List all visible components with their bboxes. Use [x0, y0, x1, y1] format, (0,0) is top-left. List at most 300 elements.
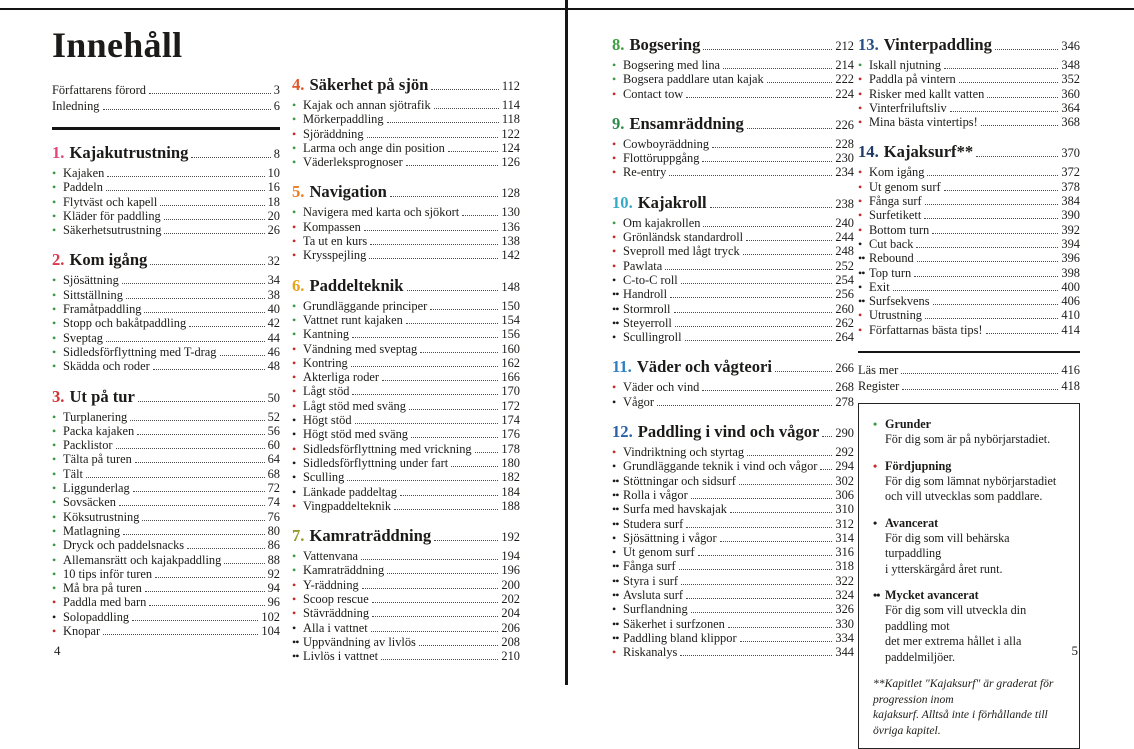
- entry-page: 352: [1061, 72, 1080, 87]
- entry-label: Högt stöd: [303, 413, 352, 428]
- toc-entry: [858, 266, 1080, 280]
- dot-leader: [123, 524, 264, 535]
- entry-page: 102: [261, 609, 280, 624]
- entry-page: 136: [501, 219, 520, 234]
- chapter-title: Bogsering: [629, 35, 701, 54]
- toc-entry: [292, 427, 520, 441]
- dot-leader: [670, 287, 832, 298]
- toc-entry: [612, 58, 854, 72]
- entry-label: Rebound: [869, 251, 914, 266]
- chapter-title: Navigation: [309, 182, 387, 202]
- toc-entry: [612, 574, 854, 588]
- legend-description-line: För dig som vill behärska turpaddling: [885, 530, 1010, 561]
- entry-label: Scullingroll: [623, 330, 682, 345]
- toc-entry: [612, 244, 854, 258]
- entry-page: 44: [267, 330, 280, 345]
- chapter-title: Säkerhet på sjön: [309, 75, 429, 94]
- toc-entry: [52, 524, 280, 538]
- entry-label: Paddling bland klippor: [623, 630, 737, 645]
- double-bullet-icon: ••: [612, 630, 619, 645]
- entry-label: Alla i vattnet: [303, 620, 368, 635]
- toc-entry: [858, 237, 1080, 251]
- toc-entry: [292, 413, 520, 427]
- bullet-icon: •: [292, 140, 296, 155]
- dot-leader: [675, 316, 833, 327]
- dot-leader: [164, 223, 264, 234]
- toc-entry: [612, 230, 854, 244]
- entry-page: 3: [273, 83, 280, 97]
- back-matter-divider: [858, 351, 1080, 353]
- entry-label: Stormroll: [623, 301, 671, 316]
- entry-label: Sidledsförflyttning med T-drag: [63, 344, 217, 359]
- dot-leader: [135, 452, 265, 463]
- dot-leader: [133, 481, 265, 492]
- dot-leader: [126, 288, 265, 299]
- entry-page: 334: [835, 630, 854, 645]
- bullet-icon: •: [292, 312, 296, 327]
- chapter-page: 370: [1061, 146, 1080, 161]
- entry-label: Allemansrätt och kajakpaddling: [63, 552, 222, 567]
- toc-entry: [52, 82, 280, 98]
- dot-leader: [902, 379, 1058, 390]
- entry-label: Grundläggande teknik i vind och vågor: [623, 459, 818, 474]
- bullet-icon: •: [292, 577, 296, 592]
- entry-label: Fånga surf: [869, 194, 922, 209]
- entry-label: Sveptag: [63, 330, 103, 345]
- toc-entry: [612, 631, 854, 645]
- entry-page: 294: [835, 459, 854, 474]
- dot-leader: [153, 359, 265, 370]
- toc-entry: [612, 87, 854, 101]
- entry-page: 182: [501, 470, 520, 485]
- toc-entry: [612, 302, 854, 316]
- dot-leader: [106, 331, 265, 342]
- toc-entry: [292, 499, 520, 513]
- back-matter-list: [858, 362, 1080, 394]
- bullet-icon: •: [612, 86, 616, 101]
- entry-page: 312: [835, 516, 854, 531]
- bullet-icon: •: [612, 136, 616, 151]
- entry-page: 18: [267, 194, 280, 209]
- entry-page: 316: [835, 545, 854, 560]
- bullet-icon: •: [52, 481, 56, 496]
- entry-label: Riskanalys: [623, 645, 678, 660]
- entry-page: 208: [501, 634, 520, 649]
- entry-label: Surflandning: [623, 602, 688, 617]
- legend-entry: [873, 459, 1065, 505]
- entry-page: 154: [501, 312, 520, 327]
- toc-entry: [612, 474, 854, 488]
- bullet-icon: •: [52, 330, 56, 345]
- entry-label: Sculling: [303, 470, 345, 485]
- legend-description-line: och vill utvecklas som paddlare.: [885, 489, 1043, 504]
- chapter-number: 5.: [292, 182, 305, 202]
- bullet-icon: •: [612, 165, 616, 180]
- entry-label: Kläder för paddling: [63, 208, 161, 223]
- entry-page: 38: [267, 287, 280, 302]
- entry-page: 150: [501, 298, 520, 313]
- dot-leader: [950, 101, 1059, 112]
- dot-leader: [712, 137, 832, 148]
- bullet-icon: •: [292, 455, 296, 470]
- dot-leader: [369, 248, 498, 259]
- toc-entry: [292, 621, 520, 635]
- dot-leader: [901, 363, 1058, 374]
- legend-description-line: i ytterskärgård året runt.: [885, 561, 1003, 576]
- front-matter-divider: [52, 127, 280, 130]
- entry-label: Navigera med karta och sjökort: [303, 205, 460, 220]
- toc-entry: [858, 294, 1080, 308]
- double-bullet-icon: ••: [292, 634, 299, 649]
- dot-leader: [747, 445, 832, 456]
- chapter-heading: [292, 182, 520, 202]
- entry-page: 96: [267, 595, 280, 610]
- bullet-icon: •: [858, 115, 862, 130]
- legend-footnote-line: **Kapitlet "Kajaksurf" är graderat för progression inom: [873, 677, 1054, 706]
- left-page-column-2: [292, 62, 520, 664]
- entry-page: 248: [835, 244, 854, 259]
- entry-label: Vattnet runt kajaken: [303, 312, 403, 327]
- chapter-page: 290: [835, 426, 854, 441]
- bullet-icon: •: [292, 298, 296, 313]
- right-page-column-2: [858, 22, 1080, 749]
- entry-label: Bottom turn: [869, 222, 930, 237]
- bullet-icon: •: [52, 609, 56, 624]
- dot-leader: [387, 563, 498, 574]
- legend-title-text: Grunder: [885, 417, 932, 432]
- bullet-icon: •: [292, 413, 296, 428]
- double-bullet-icon: ••: [873, 588, 880, 603]
- dot-leader: [933, 294, 1059, 305]
- toc-entry: [292, 356, 520, 370]
- entry-label: Larma och ange din position: [303, 140, 445, 155]
- bullet-icon: •: [873, 417, 877, 432]
- entry-label: Säkerhetsutrustning: [63, 223, 162, 238]
- dot-leader: [740, 631, 833, 642]
- legend-entry: [873, 516, 1065, 578]
- chapter-page: 238: [835, 196, 854, 211]
- dot-leader: [189, 316, 264, 327]
- dot-leader: [820, 459, 832, 470]
- dot-leader: [686, 588, 832, 599]
- dot-leader: [932, 223, 1058, 234]
- chapter-heading: [612, 422, 854, 442]
- entry-label: Paddeln: [63, 180, 103, 195]
- entry-label: Studera surf: [623, 516, 684, 531]
- entry-page: 364: [1061, 100, 1080, 115]
- toc-entry: [52, 481, 280, 495]
- entry-label: Väderleksprognoser: [303, 155, 403, 170]
- dot-leader: [406, 313, 499, 324]
- toc-entry: [52, 553, 280, 567]
- bullet-icon: •: [292, 498, 296, 513]
- entry-page: 210: [501, 649, 520, 664]
- entry-label: Krysspejling: [303, 248, 367, 263]
- entry-label: Säkerhet i surfzonen: [623, 616, 725, 631]
- entry-page: 394: [1061, 236, 1080, 251]
- dot-leader: [387, 112, 499, 123]
- right-page-column-1: [612, 22, 854, 660]
- toc-entry: [858, 58, 1080, 72]
- entry-page: 194: [501, 549, 520, 564]
- dot-leader: [187, 538, 264, 549]
- entry-page: 88: [267, 552, 280, 567]
- toc-entry: [858, 208, 1080, 222]
- dot-leader: [372, 592, 499, 603]
- dot-leader: [352, 327, 498, 338]
- dot-leader: [679, 559, 833, 570]
- bullet-icon: •: [52, 595, 56, 610]
- entry-page: 344: [835, 645, 854, 660]
- entry-page: 40: [267, 302, 280, 317]
- entry-label: Surfetikett: [869, 208, 922, 223]
- dot-leader: [407, 280, 499, 291]
- entry-label: Turplanering: [63, 409, 128, 424]
- entry-label: Avsluta surf: [623, 588, 683, 603]
- dot-leader: [739, 474, 833, 485]
- dot-leader: [674, 302, 833, 313]
- entry-label: Y-räddning: [303, 577, 359, 592]
- entry-page: 124: [501, 140, 520, 155]
- toc-entry: [292, 606, 520, 620]
- dot-leader: [142, 510, 264, 521]
- bullet-icon: •: [292, 205, 296, 220]
- dot-leader: [917, 251, 1059, 262]
- entry-label: Sidledsförflyttning under fart: [303, 455, 449, 470]
- toc-entry: [858, 378, 1080, 394]
- bullet-icon: •: [858, 194, 862, 209]
- dot-leader: [767, 72, 833, 83]
- entry-label: Länkade paddeltag: [303, 484, 397, 499]
- toc-entry: [612, 517, 854, 531]
- entry-page: 278: [835, 394, 854, 409]
- entry-page: 310: [835, 502, 854, 517]
- dot-leader: [431, 79, 498, 90]
- entry-label: Fånga surf: [623, 559, 676, 574]
- dot-leader: [394, 499, 498, 510]
- bullet-icon: •: [858, 308, 862, 323]
- entry-label: Pawlata: [623, 258, 663, 273]
- double-bullet-icon: ••: [292, 649, 299, 664]
- bullet-icon: •: [612, 645, 616, 660]
- bullet-icon: •: [858, 236, 862, 251]
- dot-leader: [657, 395, 832, 406]
- entry-page: 224: [835, 86, 854, 101]
- entry-page: 174: [501, 413, 520, 428]
- difficulty-legend-box: [858, 403, 1080, 749]
- entry-label: Akterliga roder: [303, 370, 380, 385]
- entry-page: 176: [501, 427, 520, 442]
- entry-label: Ta ut en kurs: [303, 234, 368, 249]
- dot-leader: [220, 345, 265, 356]
- double-bullet-icon: ••: [858, 251, 865, 266]
- bullet-icon: •: [612, 545, 616, 560]
- toc-entry: [52, 424, 280, 438]
- toc-entry: [52, 166, 280, 180]
- bullet-icon: •: [292, 484, 296, 499]
- dot-leader: [944, 180, 1059, 191]
- dot-leader: [361, 549, 498, 560]
- entry-label: Top turn: [869, 265, 912, 280]
- chapter-number: 6.: [292, 275, 305, 295]
- bullet-icon: •: [612, 230, 616, 245]
- entry-page: 60: [267, 438, 280, 453]
- entry-page: 184: [501, 484, 520, 499]
- entry-label: Rolla i vågor: [623, 487, 688, 502]
- dot-leader: [419, 635, 499, 646]
- bullet-icon: •: [858, 179, 862, 194]
- entry-page: 202: [501, 592, 520, 607]
- entry-label: Sjösättning i vågor: [623, 530, 717, 545]
- bullet-icon: •: [52, 538, 56, 553]
- entry-label: Sittställning: [63, 287, 123, 302]
- bullet-icon: •: [52, 344, 56, 359]
- dot-leader: [352, 384, 498, 395]
- entry-page: 302: [835, 473, 854, 488]
- toc-entry: [612, 395, 854, 409]
- entry-page: 230: [835, 151, 854, 166]
- dot-leader: [959, 72, 1059, 83]
- entry-label: Styra i surf: [623, 573, 679, 588]
- bullet-icon: •: [52, 223, 56, 238]
- legend-entry: [873, 417, 1065, 448]
- legend-title-text: Mycket avancerat: [885, 588, 979, 603]
- entry-label: Steyerroll: [623, 315, 672, 330]
- entry-page: 240: [835, 215, 854, 230]
- entry-label: Kompassen: [303, 219, 361, 234]
- entry-label: Kantning: [303, 327, 350, 342]
- entry-label: Vattenvana: [303, 549, 359, 564]
- entry-page: 326: [835, 602, 854, 617]
- chapters-1-3: [52, 143, 280, 638]
- entry-label: Mörkerpaddling: [303, 112, 384, 127]
- bullet-icon: •: [292, 441, 296, 456]
- legend-entry-title: [873, 516, 1065, 531]
- bullet-icon: •: [858, 58, 862, 72]
- toc-entry: [52, 345, 280, 359]
- entry-page: 204: [501, 606, 520, 621]
- entry-page: 20: [267, 208, 280, 223]
- chapter-heading: [52, 250, 280, 270]
- dot-leader: [355, 413, 499, 424]
- dot-leader: [702, 151, 832, 162]
- toc-title: Innehåll: [52, 25, 183, 65]
- entry-label: Köksutrustning: [63, 509, 140, 524]
- entry-page: 200: [501, 577, 520, 592]
- dot-leader: [916, 237, 1058, 248]
- toc-entry: [612, 216, 854, 230]
- bullet-icon: •: [292, 606, 296, 621]
- bullet-icon: •: [612, 244, 616, 259]
- dot-leader: [434, 98, 499, 109]
- dot-leader: [462, 205, 498, 216]
- entry-page: 114: [501, 98, 520, 112]
- dot-leader: [362, 578, 499, 589]
- chapter-number: 3.: [52, 386, 65, 406]
- bullet-icon: •: [292, 563, 296, 578]
- toc-entry: [292, 635, 520, 649]
- chapter-number: 12.: [612, 422, 633, 442]
- toc-entry: [612, 165, 854, 179]
- toc-entry: [858, 308, 1080, 322]
- dot-leader: [743, 244, 833, 255]
- bullet-icon: •: [612, 459, 616, 474]
- dot-leader: [409, 399, 499, 410]
- entry-label: Flytväst och kapell: [63, 194, 158, 209]
- toc-entry: [858, 280, 1080, 294]
- toc-entry: [292, 248, 520, 262]
- chapter-heading: [612, 114, 854, 134]
- entry-page: 268: [835, 380, 854, 395]
- toc-entry: [292, 112, 520, 126]
- chapter-heading: [292, 526, 520, 546]
- entry-label: Vinterfriluftsliv: [869, 100, 947, 115]
- chapter-heading: [52, 143, 280, 163]
- dot-leader: [381, 649, 498, 660]
- entry-page: 170: [501, 384, 520, 399]
- dot-leader: [451, 456, 498, 467]
- toc-entry: [612, 502, 854, 516]
- toc-entry: [858, 101, 1080, 115]
- bullet-icon: •: [612, 72, 616, 87]
- dot-leader: [925, 194, 1059, 205]
- bullet-icon: •: [52, 523, 56, 538]
- dot-leader: [685, 330, 833, 341]
- bullet-icon: •: [612, 445, 616, 460]
- dot-leader: [103, 624, 258, 635]
- entry-label: Bogsera paddlare utan kajak: [623, 72, 764, 87]
- chapter-number: 11.: [612, 357, 632, 377]
- entry-page: 92: [267, 566, 280, 581]
- entry-page: 72: [267, 481, 280, 496]
- entry-page: 160: [501, 341, 520, 356]
- toc-entry: [52, 495, 280, 509]
- bullet-icon: •: [292, 620, 296, 635]
- chapter-title: Ensamräddning: [629, 113, 744, 133]
- dot-leader: [686, 87, 832, 98]
- entry-page: 46: [267, 344, 280, 359]
- dot-leader: [351, 356, 499, 367]
- entry-page: 234: [835, 165, 854, 180]
- double-bullet-icon: ••: [612, 573, 619, 588]
- bullet-icon: •: [858, 208, 862, 223]
- dot-leader: [720, 531, 833, 542]
- dot-leader: [160, 195, 264, 206]
- dot-leader: [150, 254, 264, 265]
- chapter-page: 112: [501, 79, 520, 93]
- chapter-1: [52, 143, 280, 237]
- bullet-icon: •: [612, 380, 616, 395]
- toc-entry: [52, 316, 280, 330]
- dot-leader: [924, 208, 1058, 219]
- chapter-title: Kom igång: [69, 250, 148, 270]
- dot-leader: [703, 39, 832, 50]
- entry-label: Om kajakrollen: [623, 215, 701, 230]
- entry-page: 264: [835, 330, 854, 345]
- entry-page: 378: [1061, 179, 1080, 194]
- entry-page: 64: [267, 452, 280, 467]
- entry-page: 26: [267, 223, 280, 238]
- entry-page: 260: [835, 301, 854, 316]
- bullet-icon: •: [612, 530, 616, 545]
- toc-entry: [292, 649, 520, 663]
- entry-page: 348: [1061, 58, 1080, 72]
- entry-label: Flottöruppgång: [623, 151, 700, 166]
- chapter-number: 4.: [292, 75, 305, 94]
- toc-entry: [52, 180, 280, 194]
- entry-page: 372: [1061, 165, 1080, 180]
- dot-leader: [367, 127, 499, 138]
